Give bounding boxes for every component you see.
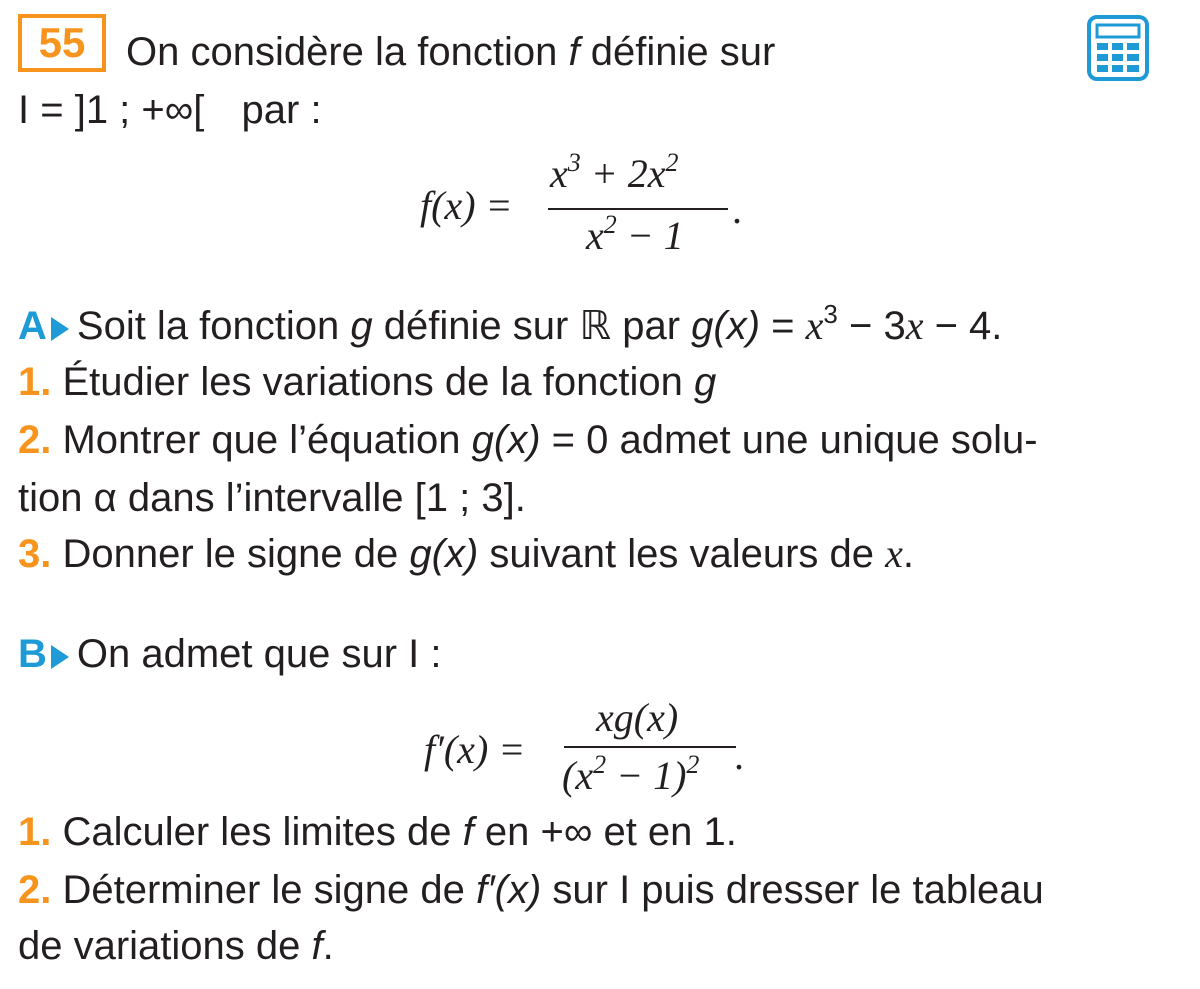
interval-par: par : <box>241 88 322 132</box>
fprime-denominator: $(x^2 - 1)^2$ <box>562 750 700 798</box>
intro-f: f <box>568 30 580 74</box>
fprime-fraction-bar <box>564 746 736 748</box>
triangle-icon <box>51 645 69 669</box>
part-a-intro: A Soit la fonction g définie sur ℝ par $g(x) = x^3 - 3x - 4$. <box>18 299 1003 348</box>
exercise-number-badge: 55 <box>18 14 106 72</box>
f-period: . <box>732 187 742 232</box>
part-b-label: B <box>18 632 47 676</box>
part-b-intro: B On admet que sur I : <box>18 632 442 676</box>
part-a-question-2-continued: tion α dans l’intervalle [1 ; 3]. <box>18 476 526 520</box>
part-a-question-1: 1. Étudier les variations de la fonction g <box>18 360 717 404</box>
f-denominator: $x^2 - 1$ <box>586 210 684 258</box>
triangle-icon <box>51 317 69 341</box>
fprime-period: . <box>734 733 744 778</box>
part-b-question-1: 1. Calculer les limites de f en +∞ et en 1. <box>18 810 737 854</box>
part-a-question-2: 2. Montrer que l’équation g(x) = 0 admet une unique solu- <box>18 418 1038 462</box>
fprime-numerator: xg(x) <box>596 695 679 740</box>
part-b-question-2: 2. Déterminer le signe de f′(x) sur I puis dresser le tableau <box>18 868 1044 912</box>
f-lhs: f(x) = <box>420 183 513 228</box>
interval-line <box>18 86 322 134</box>
intro-rest: définie sur <box>579 30 776 74</box>
part-b-question-2-continued: de variations de f. <box>18 924 334 968</box>
interval-text: I = ]1 ; +∞[ <box>18 88 205 132</box>
f-fraction-bar <box>548 208 728 210</box>
calculator-icon <box>1086 14 1150 82</box>
part-a-label: A <box>18 304 47 348</box>
f-numerator: $x^3 + 2x^2$ <box>550 148 679 196</box>
exercise-intro <box>126 28 775 76</box>
fprime-lhs: f′(x) = <box>424 727 526 772</box>
part-a-question-3: 3. Donner le signe de g(x) suivant les valeurs de x. <box>18 531 915 576</box>
intro-text: On considère la fonction <box>126 30 569 74</box>
